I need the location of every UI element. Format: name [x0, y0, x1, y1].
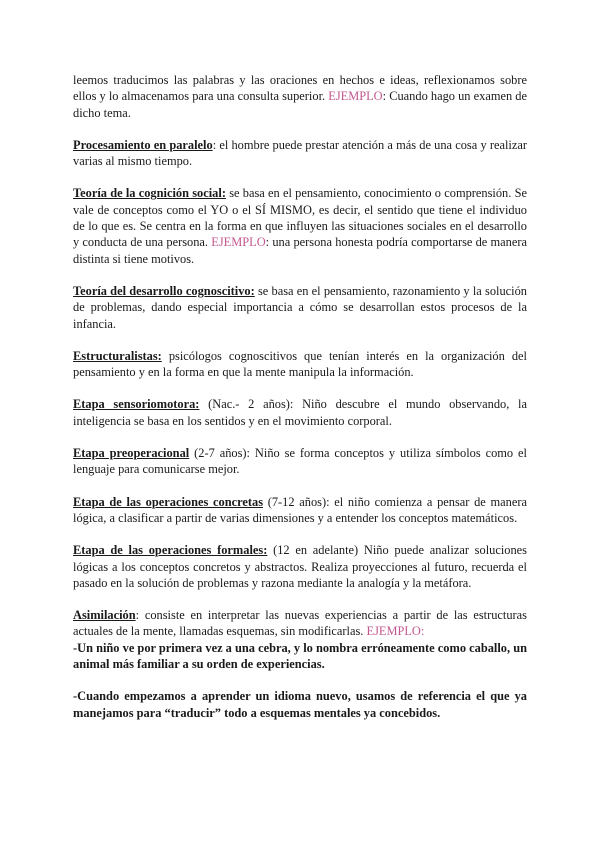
term-operaciones-formales: Etapa de las operaciones formales: — [73, 543, 268, 558]
definition-text: (2-7 años): Niño se forma conceptos y utiliza símbolos como el lenguaje para comunicarse mejor. — [73, 446, 527, 477]
term-asimilacion: Asimilación — [73, 608, 136, 623]
paragraph-procesamiento-paralelo — [73, 137, 527, 170]
document-page — [73, 72, 527, 737]
paragraph-estructuralistas — [73, 348, 527, 381]
paragraph-operaciones-formales — [73, 542, 527, 591]
paragraph-etapa-preoperacional — [73, 445, 527, 478]
example-label: EJEMPLO: — [366, 624, 425, 639]
paragraph-etapa-sensoriomotora — [73, 396, 527, 429]
term-etapa-preoperacional: Etapa preoperacional — [73, 446, 190, 461]
example-label: EJEMPLO — [328, 89, 383, 104]
paragraph-asimilacion — [73, 607, 527, 640]
example-label: EJEMPLO — [211, 235, 266, 250]
term-estructuralistas: Estructuralistas: — [73, 348, 162, 363]
term-operaciones-concretas: Etapa de las operaciones concretas — [73, 494, 264, 509]
paragraph-desarrollo-cognoscitivo — [73, 283, 527, 332]
term-etapa-sensoriomotora: Etapa sensoriomotora: — [73, 397, 200, 412]
paragraph-intro — [73, 72, 527, 121]
definition-text: (Nac.- 2 años): Niño descubre el mundo observando, la inteligencia se basa en los sentidos y en el movimiento corporal. — [73, 397, 527, 428]
example-idioma: -Cuando empezamos a aprender un idioma nuevo, usamos de referencia el que ya manejamos para “traducir” todo a esquemas mentales ya concebidos. — [73, 689, 527, 720]
definition-text: psicólogos cognoscitivos que tenían interés en la organización del pensamiento y en la forma en que la mente manipula la información. — [73, 348, 527, 380]
definition-text: (12 en adelante) Niño puede analizar soluciones lógicas a los conceptos concretos y abstractos. Realiza proyecciones al futuro, recuerda el pasado en la solución de problemas y razona mediante la analogía y la metáfora. — [73, 543, 527, 590]
term-procesamiento-paralelo: Procesamiento en paralelo — [73, 137, 213, 152]
example-text: : una persona honesta podría comportarse de manera distinta si tiene motivos. — [73, 235, 527, 266]
example-cebra: -Un niño ve por primera vez a una cebra, y lo nombra erróneamente como caballo, un animal más familiar a su orden de experiencias. — [73, 640, 527, 672]
definition-text: se basa en el pensamiento, razonamiento y la solución de problemas, dando especial importancia a cómo se desarrollan estos procesos de la infancia. — [73, 283, 527, 331]
definition-text: se basa en el pensamiento, conocimiento o comprensión. Se vale de conceptos como el YO o el SÍ MISMO, es decir, el sentido que tiene el individuo de lo que es. Se centra en la forma en que influyen las situaciones sociales en el desarrollo y conducta de una persona. — [73, 186, 527, 250]
paragraph-operaciones-concretas — [73, 494, 527, 527]
term-desarrollo-cognoscitivo: Teoría del desarrollo cognoscitivo: — [73, 283, 255, 298]
definition-text: : el hombre puede prestar atención a más de una cosa y realizar varias al mismo tiempo. — [73, 137, 527, 169]
term-cognicion-social: Teoría de la cognición social: — [73, 186, 226, 201]
intro-example-text: : Cuando hago un examen de dicho tema. — [73, 89, 527, 120]
paragraph-cognicion-social — [73, 185, 527, 266]
intro-text: leemos traducimos las palabras y las oraciones en hechos e ideas, reflexionamos sobre ellos y lo almacenamos para una consulta superior. — [73, 73, 527, 104]
definition-text: (7-12 años): el niño comienza a pensar de manera lógica, a clasificar a partir de varias dimensiones y a entender los conceptos matemáticos. — [73, 494, 527, 525]
definition-text: : consiste en interpretar las nuevas experiencias a partir de las estructuras actuales de la mente, llamadas esquemas, sin modificarlas. — [73, 608, 527, 639]
